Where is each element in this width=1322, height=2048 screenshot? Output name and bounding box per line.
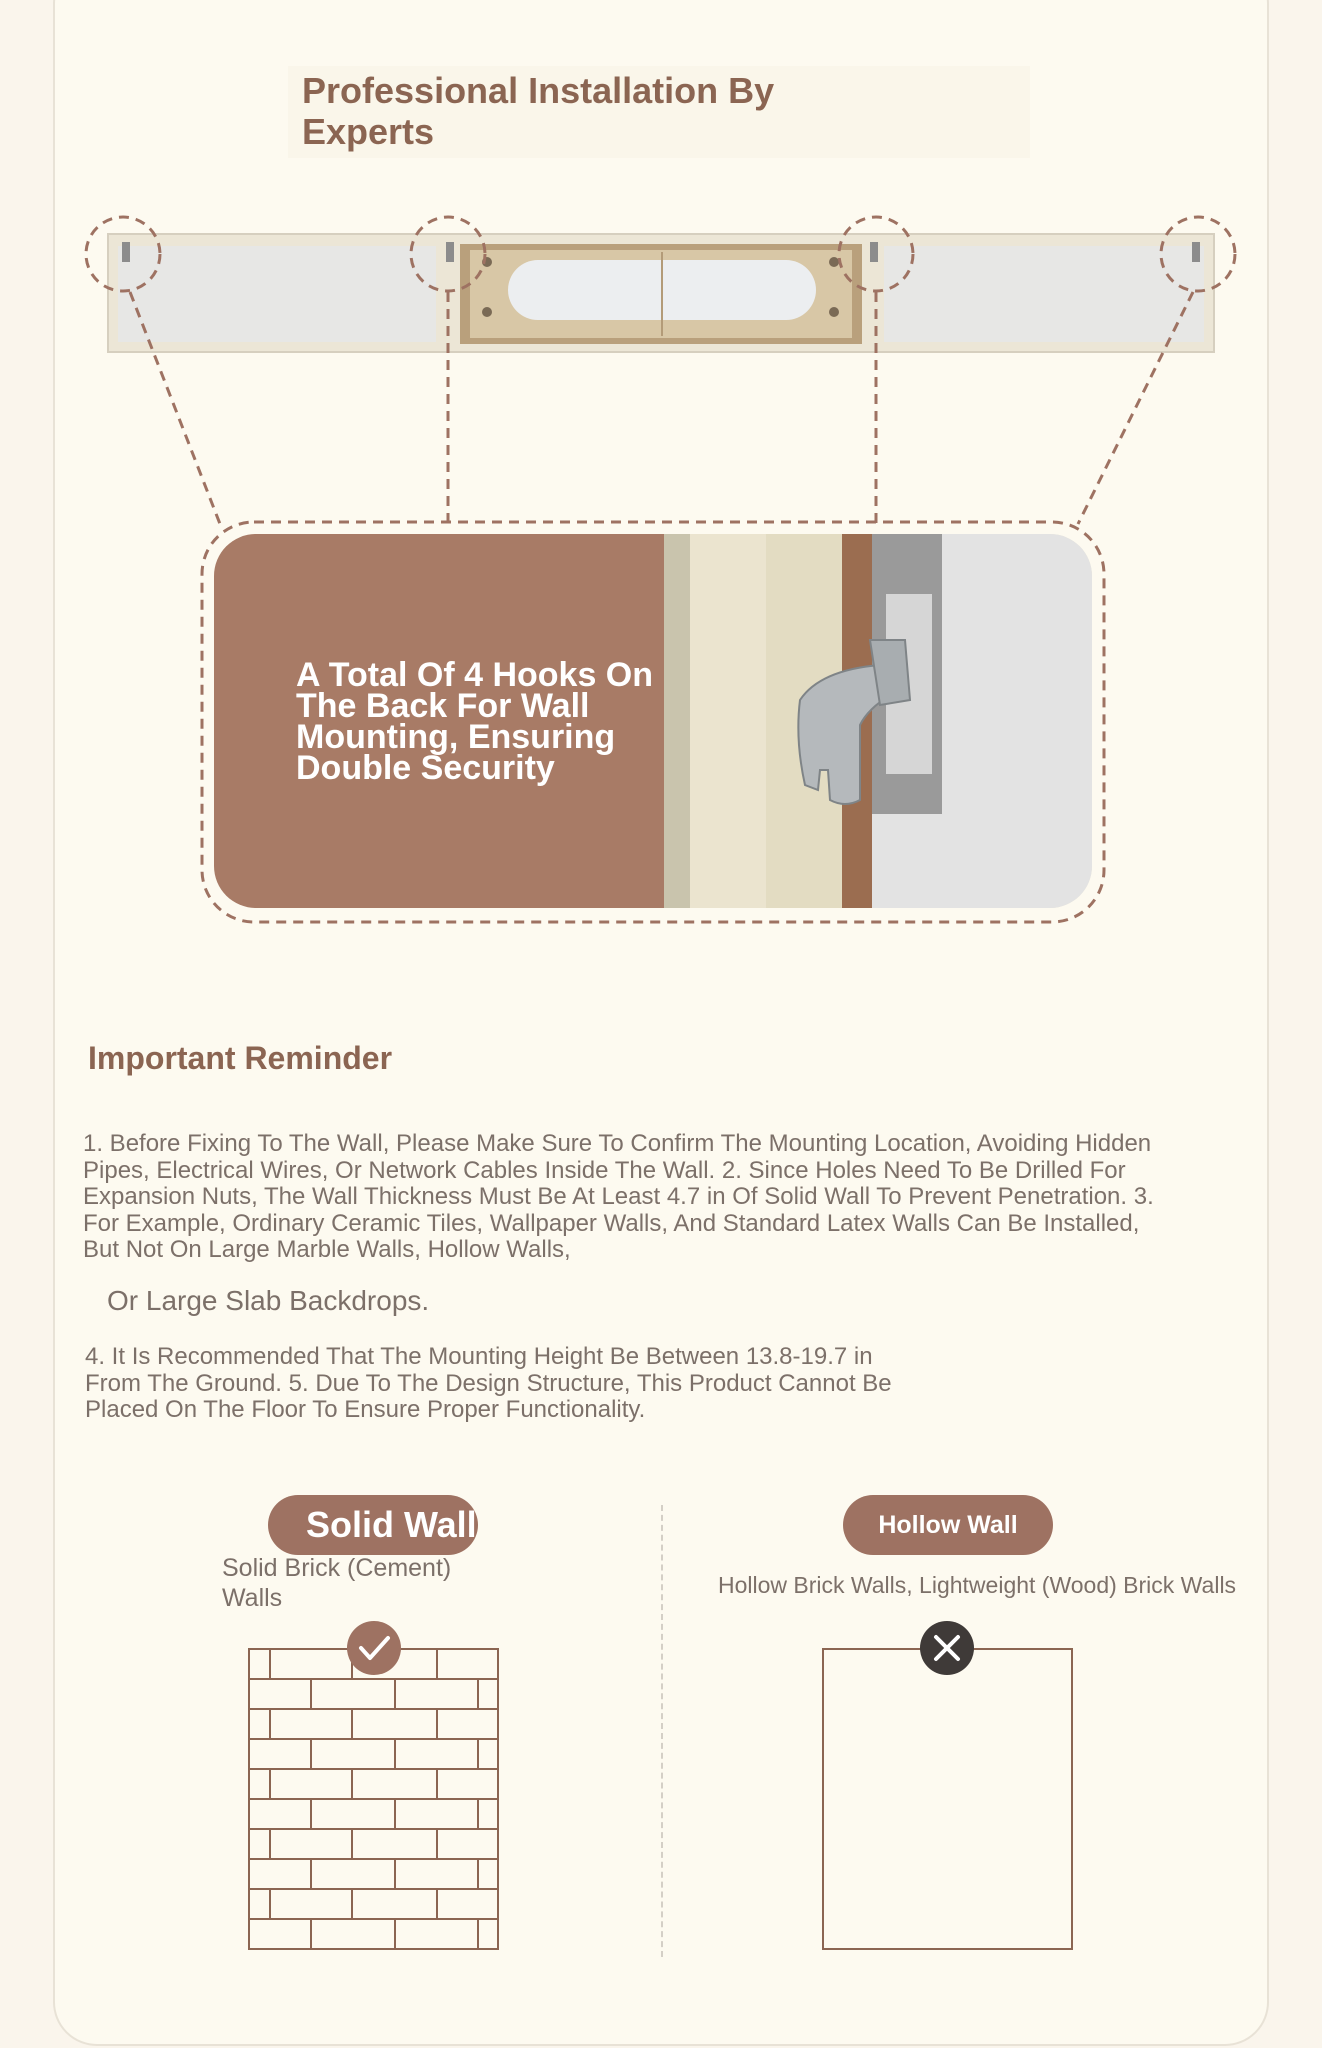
section-divider bbox=[661, 1505, 663, 1957]
hollow-wall-icon bbox=[823, 1649, 1072, 1949]
tv-cabinet-image bbox=[108, 234, 1214, 352]
hollow-wall-description: Hollow Brick Walls, Lightweight (Wood) Brick Walls bbox=[718, 1572, 1237, 1598]
reminder-paragraph-2: Or Large Slab Backdrops. bbox=[107, 1285, 430, 1316]
hooks-callout-text: A Total Of 4 Hooks On The Back For Wall Mounting, Ensuring Double Security bbox=[296, 656, 654, 787]
check-icon bbox=[347, 1621, 401, 1675]
reminder-paragraph-3: 4. It Is Recommended That The Mounting Height Be Between 13.8-19.7 in From The Ground. 5. Due To The Design Structure, This Product Cannot Be Placed On The Floor To Ensure Proper Functionality. bbox=[85, 1343, 892, 1423]
x-icon bbox=[920, 1621, 974, 1675]
solid-wall-badge: Solid Wall bbox=[268, 1495, 478, 1555]
hollow-wall-badge: Hollow Wall bbox=[843, 1495, 1053, 1555]
reminder-heading: Important Reminder bbox=[88, 1040, 393, 1076]
page-title: Professional Installation By Experts bbox=[302, 70, 775, 152]
solid-wall-description: Solid Brick (Cement) Walls bbox=[222, 1554, 452, 1612]
brick-wall-icon bbox=[249, 1649, 498, 1949]
reminder-paragraph-1: 1. Before Fixing To The Wall, Please Make Sure To Confirm The Mounting Location, Avoiding Hidden Pipes, Electrical Wires, Or Network Cables Inside The Wall. 2. Since Holes Need To Be Drilled For Expansion Nuts, The Wall Thickness Must Be At Least 4.7 in Of Solid Wall To Prevent Penetration. 3. For Example, Ordinary Ceramic Tiles, Wallpaper Walls, And Standard Latex Walls Can Be Installed, But Not On Large Marble Walls, Hollow Walls, bbox=[83, 1130, 1154, 1263]
